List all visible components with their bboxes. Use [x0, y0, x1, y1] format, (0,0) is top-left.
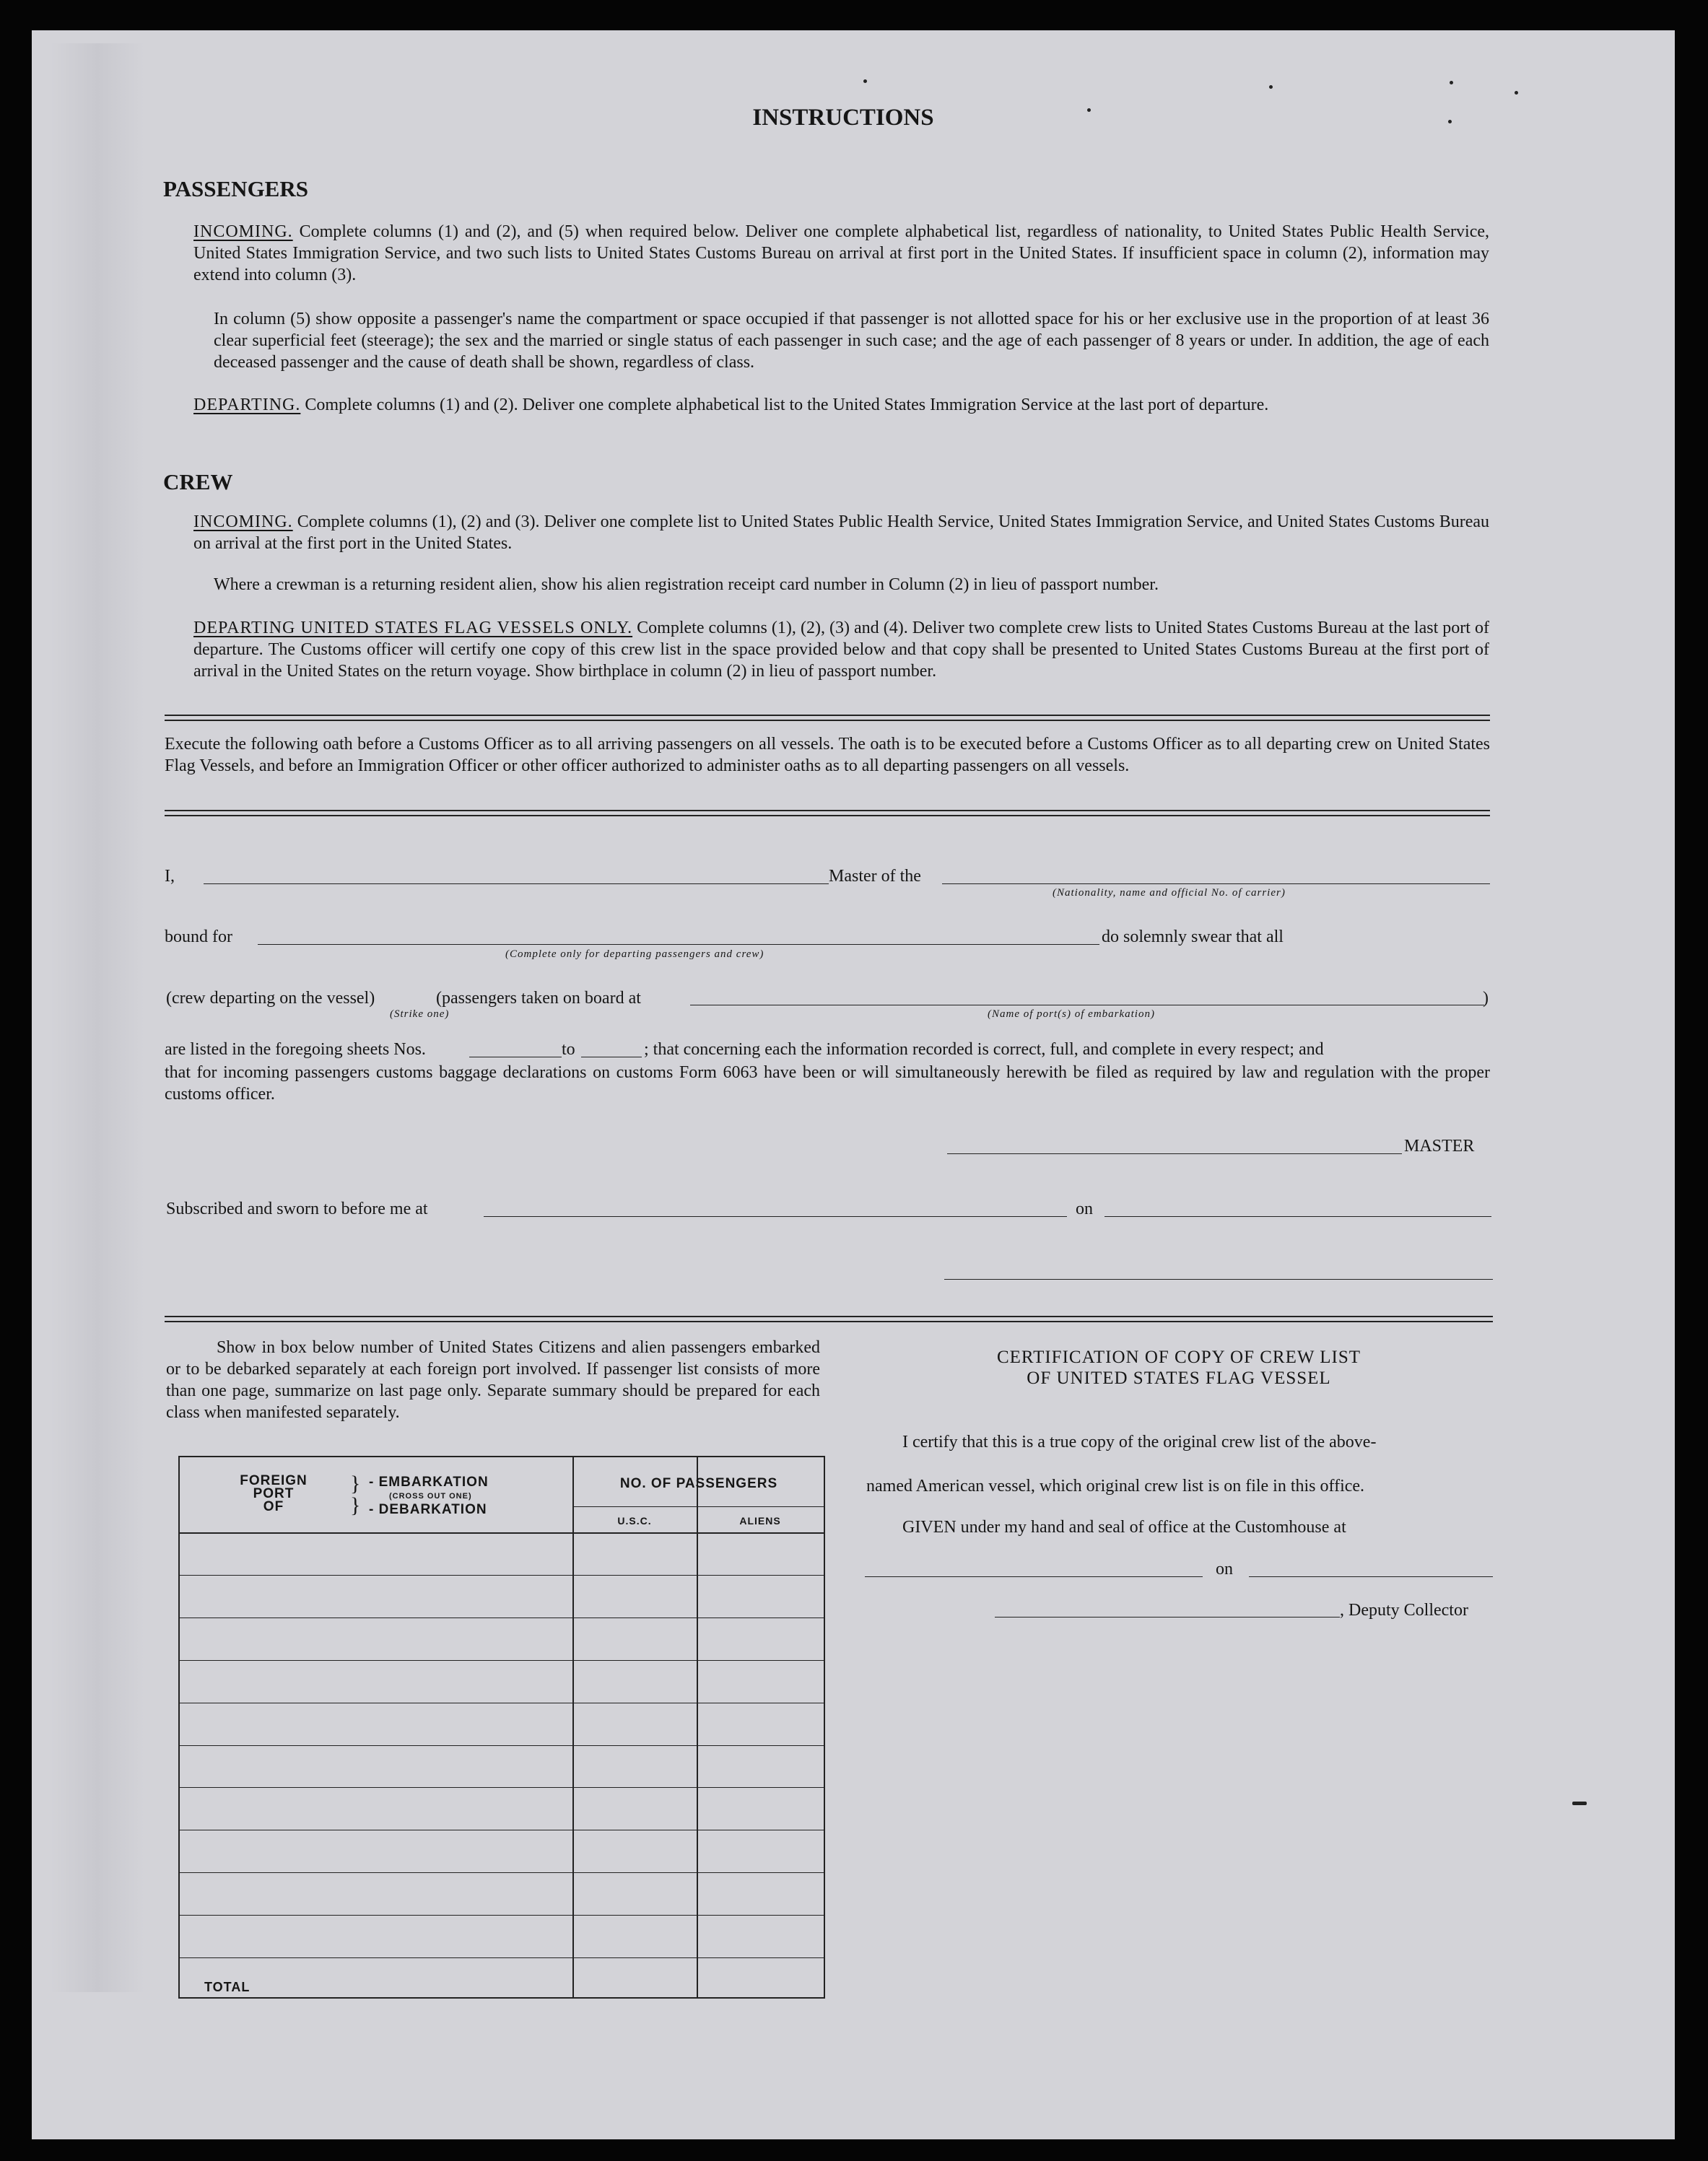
crew-resident-paragraph: Where a crewman is a returning resident alien, show his alien registration receipt card number in Column (2) in lieu of passport number.	[214, 575, 1159, 594]
crew-incoming-paragraph	[193, 511, 1489, 554]
sworn-date-field[interactable]	[1104, 1216, 1491, 1217]
bleed-through-shadow	[51, 43, 144, 1992]
double-rule	[165, 1316, 1493, 1322]
passengers-incoming-paragraph	[193, 221, 1489, 286]
sheets-text-c: that for incoming passengers customs baggage declarations on customs Form 6063 have been or will simultaneously herewith be filed as required by law and regulation with the proper customs officer.	[165, 1063, 1490, 1104]
speck	[1450, 81, 1453, 84]
sheets-text-b: ; that concerning each the information recorded is correct, full, and complete in every respect; and	[644, 1040, 1324, 1059]
certification-line-3: GIVEN under my hand and seal of office at the Customhouse at	[902, 1518, 1346, 1537]
double-rule	[165, 715, 1490, 721]
sworn-place-field[interactable]	[484, 1216, 1067, 1217]
table-row-line[interactable]	[180, 1660, 824, 1661]
crew-departing-paragraph	[193, 617, 1489, 682]
foreign-port-header	[230, 1475, 317, 1514]
double-rule	[165, 810, 1490, 816]
table-row-line[interactable]	[180, 1575, 824, 1576]
cross-out-note: (CROSS OUT ONE)	[389, 1492, 472, 1501]
crew-departing-label: DEPARTING UNITED STATES FLAG VESSELS ONLY.	[193, 619, 633, 637]
foreign-port-line-3: OF	[263, 1499, 284, 1514]
sworn-on-label: on	[1076, 1200, 1093, 1218]
passengers-title: PASSENGERS	[163, 176, 308, 201]
strike-one-caption: (Strike one)	[390, 1008, 450, 1020]
oath-i-label: I,	[165, 867, 175, 886]
crew-departing-text: Complete columns (1), (2), (3) and (4). Deliver two complete crew lists to United States Customs Bureau at the last port of departure. The Customs officer will certify one copy of this crew list in the space provided below and that copy shall be presented to United States Customs Bureau at the first port of arrival in the United States on the return voyage. Show birthplace in column (2) in lieu of passport number.	[193, 619, 1490, 681]
master-of-label: Master of the	[829, 867, 921, 886]
certification-title-2: OF UNITED STATES FLAG VESSEL	[1027, 1368, 1331, 1388]
passengers-incoming-label: INCOMING.	[193, 222, 293, 241]
table-header-divider	[572, 1506, 824, 1507]
subscribed-label: Subscribed and sworn to before me at	[166, 1200, 428, 1218]
table-row-line[interactable]	[180, 1872, 824, 1873]
speck	[863, 79, 867, 83]
table-header-bottom	[180, 1532, 824, 1534]
close-paren: )	[1483, 989, 1489, 1008]
table-row-line[interactable]	[180, 1957, 824, 1958]
bound-for-label: bound for	[165, 927, 232, 946]
crew-title: CREW	[163, 469, 233, 494]
customhouse-field[interactable]	[865, 1576, 1203, 1577]
bound-caption: (Complete only for departing passengers and crew)	[505, 948, 764, 960]
deputy-collector-label: , Deputy Collector	[1340, 1601, 1468, 1620]
swear-text: do solemnly swear that all	[1102, 927, 1284, 946]
certification-line-2: named American vessel, which original crew list is on file in this office.	[866, 1477, 1365, 1496]
bound-for-field[interactable]	[258, 944, 1099, 945]
certification-on-label: on	[1216, 1560, 1233, 1579]
brace-bottom: }	[350, 1493, 361, 1517]
foreign-port-line-2: PORT	[253, 1486, 295, 1501]
certification-date-field[interactable]	[1249, 1576, 1493, 1577]
passengers-taken-option[interactable]: (passengers taken on board at	[436, 989, 641, 1008]
oath-intro-paragraph: Execute the following oath before a Customs Officer as to all arriving passengers on all vessels. The oath is to be executed before a Customs Officer as to all departing crew on United States Flag Vessels, and before an Immigration Officer or other officer authorized to administer oaths as to all departing passengers on all vessels.	[165, 735, 1490, 775]
master-name-field[interactable]	[204, 883, 829, 884]
summary-instructions: Show in box below number of United States Citizens and alien passengers embarked or to be debarked separately at each foreign port involved. If passenger list consists of more than one page, summarize on last page only. Separate summary should be prepared for each class when manifested separately.	[166, 1338, 820, 1422]
deputy-signature-field[interactable]	[995, 1617, 1340, 1618]
brace-top: }	[350, 1472, 361, 1496]
port-caption: (Name of port(s) of embarkation)	[988, 1008, 1155, 1020]
table-divider	[572, 1457, 574, 1997]
speck	[1087, 108, 1091, 112]
speck	[1269, 85, 1273, 89]
master-label: MASTER	[1404, 1137, 1475, 1156]
table-row-line[interactable]	[180, 1787, 824, 1788]
usc-header: U.S.C.	[617, 1515, 652, 1527]
column5-paragraph: In column (5) show opposite a passenger's name the compartment or space occupied if that passenger is not allotted space for his or her exclusive use in the proportion of at least 36 clear superficial feet (steerage); the sex and the married or single status of each passenger in such case; and the age of each passenger of 8 years or under. In addition, the age of each deceased passenger and the cause of death shall be shown, regardless of class.	[214, 310, 1489, 372]
crew-incoming-text: Complete columns (1), (2) and (3). Deliver one complete list to United States Public Health Service, United States Immigration Service, and United States Customs Bureau on arrival at the first port in the United States.	[193, 512, 1489, 553]
ink-mark	[1572, 1802, 1587, 1805]
nationality-caption: (Nationality, name and official No. of carrier)	[1053, 887, 1286, 899]
certification-line-1: I certify that this is a true copy of the original crew list of the above-	[902, 1433, 1377, 1451]
passengers-departing-paragraph	[193, 394, 1489, 416]
speck	[1448, 120, 1452, 123]
sheets-text-a: are listed in the foregoing sheets Nos.	[165, 1040, 426, 1059]
passenger-summary-table	[178, 1456, 825, 1999]
crew-departing-option[interactable]: (crew departing on the vessel)	[166, 989, 375, 1008]
aliens-header: ALIENS	[739, 1515, 781, 1527]
no-passengers-header: NO. OF PASSENGERS	[619, 1476, 778, 1491]
vessel-field[interactable]	[942, 883, 1490, 884]
foreign-port-line-1: FOREIGN	[240, 1473, 308, 1488]
table-divider	[697, 1457, 698, 1997]
passengers-departing-text: Complete columns (1) and (2). Deliver one complete alphabetical list to the United States Immigration Service at the last port of departure.	[305, 396, 1269, 414]
table-row-line[interactable]	[180, 1915, 824, 1916]
sheets-to-label: to	[562, 1040, 575, 1059]
crew-incoming-label: INCOMING.	[193, 512, 293, 531]
passengers-incoming-text: Complete columns (1) and (2), and (5) when required below. Deliver one complete alphabetical list, regardless of nationality, to United States Public Health Service, United States Immigration Service, and two such lists to United States Customs Bureau on arrival at first port in the United States. If insufficient space in column (2), information may extend into column (3).	[193, 222, 1490, 284]
speck	[1515, 91, 1518, 95]
passengers-departing-label: DEPARTING.	[193, 396, 301, 414]
instructions-heading: INSTRUCTIONS	[752, 105, 934, 131]
total-label: TOTAL	[204, 1980, 250, 1994]
debarkation-option[interactable]: - DEBARKATION	[369, 1502, 487, 1517]
certification-title-1: CERTIFICATION OF COPY OF CREW LIST	[996, 1348, 1361, 1367]
officer-signature-field[interactable]	[944, 1279, 1493, 1280]
table-row-line[interactable]	[180, 1745, 824, 1746]
embarkation-option[interactable]: - EMBARKATION	[369, 1475, 489, 1490]
master-signature-field[interactable]	[947, 1153, 1402, 1154]
